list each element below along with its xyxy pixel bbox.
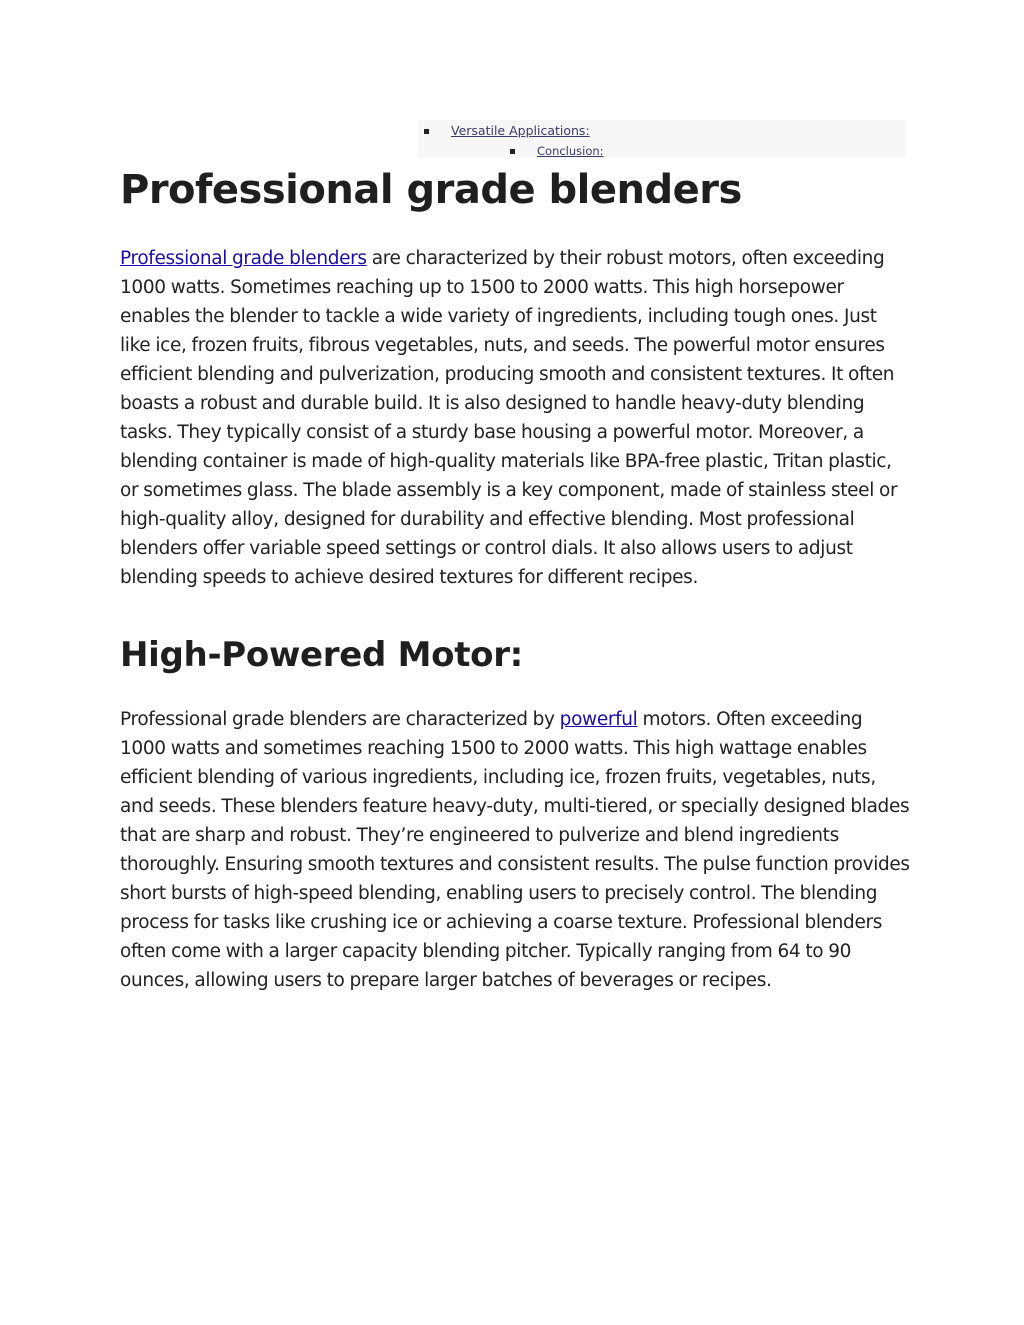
toc-item-conclusion bbox=[510, 143, 604, 159]
toc-link-conclusion[interactable]: Conclusion: bbox=[537, 144, 604, 158]
intro-paragraph bbox=[120, 244, 910, 592]
page-title: Professional grade blenders bbox=[120, 167, 742, 213]
toc-item-versatile-applications bbox=[424, 123, 590, 139]
table-of-contents bbox=[418, 120, 906, 158]
section-paragraph-text-before: Professional grade blenders are characterized by bbox=[120, 709, 560, 730]
square-bullet-icon bbox=[424, 129, 429, 134]
intro-paragraph-text: are characterized by their robust motors, often exceeding 1000 watts. Sometimes reaching up to 1500 to 2000 watts. This high horsepower enables the blender to tackle a wide variety of ingredients, including tough ones. Just like ice, frozen fruits, fibrous vegetables, nuts, and seeds. The powerful motor ensures efficient blending and pulverization, producing smooth and consistent textures. It often boasts a robust and durable build. It is also designed to handle heavy-duty blending tasks. They typically consist of a sturdy base housing a powerful motor. Moreover, a blending container is made of high-quality materials like BPA-free plastic, Tritan plastic, or sometimes glass. The blade assembly is a key component, made of stainless steel or high-quality alloy, designed for durability and effective blending. Most professional blenders offer variable speed settings or control dials. It also allows users to adjust blending speeds to achieve desired textures for different recipes. bbox=[120, 248, 898, 588]
professional-grade-blenders-link[interactable]: Professional grade blenders bbox=[120, 248, 367, 269]
powerful-link[interactable]: powerful bbox=[559, 709, 638, 730]
square-bullet-icon bbox=[510, 149, 515, 154]
section-paragraph bbox=[120, 705, 910, 995]
section-heading-high-powered-motor: High-Powered Motor: bbox=[120, 635, 523, 675]
section-paragraph-text-after: motors. Often exceeding 1000 watts and sometimes reaching 1500 to 2000 watts. This high wattage enables efficient blending of various ingredients, including ice, frozen fruits, vegetables, nuts, and seeds. These blenders feature heavy-duty, multi-tiered, or specially designed blades that are sharp and robust. They’re engineered to pulverize and blend ingredients thoroughly. Ensuring smooth textures and consistent results. The pulse function provides short bursts of high-speed blending, enabling users to precisely control. The blending process for tasks like crushing ice or achieving a coarse texture. Professional blenders often come with a larger capacity blending pitcher. Typically ranging from 64 to 90 ounces, allowing users to prepare larger batches of beverages or recipes. bbox=[120, 709, 910, 991]
toc-link-versatile-applications[interactable]: Versatile Applications: bbox=[451, 123, 590, 138]
article-content bbox=[120, 162, 910, 995]
